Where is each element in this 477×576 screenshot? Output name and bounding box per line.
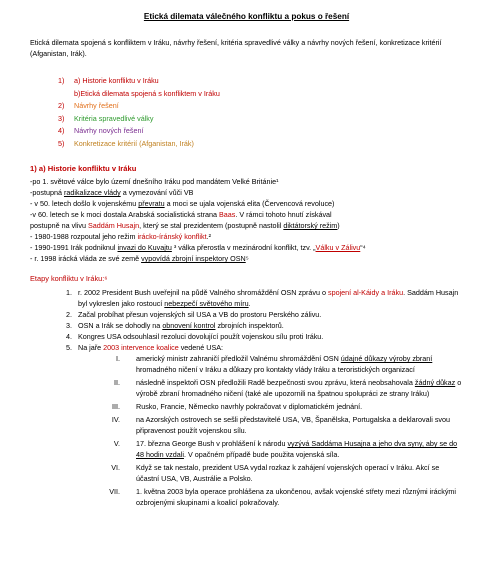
list-item: 1. r. 2002 President Bush uveřejnil na půdě Valného shromáždění OSN zprávu o spojení al-Káidy a Iráku. Saddám Husajn byl vykreslen jako rostoucí nebezpečí světového míru. xyxy=(74,287,463,309)
list-item: V. 17. března George Bush v prohlášení k národu vyzývá Saddáma Husajna a jeho dva syny, aby se do 48 hodin vzdali. V opačném případě bude použita vojenská síla. xyxy=(122,438,463,460)
list-item: VI. Když se tak nestalo, prezident USA vydal rozkaz k zahájení vojenských operací v Iráku. Akcí se účastní USA, VB, Austrálie a Polsko. xyxy=(122,462,463,484)
list-item: IV. na Azorských ostrovech se sešli představitelé USA, VB, Španělska, Portugalska a deklarovali svou připravenost použít vojenskou sílu. xyxy=(122,414,463,436)
history-line: - 1990-1991 Irák podniknul invazi do Kuvajtu ³ válka přerostla v mezinárodní konflikt, tzv. „Válku v Zálivu“⁴ xyxy=(30,243,366,252)
list-item: 5. Na jaře 2003 intervence koalice vedené USA: I. americký ministr zahraničí předložil Valnému shromáždění OSN údajné důkazy výroby zbraní hromadného ničení v Iráku a důkazy pro kontakty vlády Iráku a teroristických organizací II. následně inspektoři OSN předložili Radě bezpečnosti svou zprávu, která neobsahovala žádný důkaz o výrobě zbraní hromadného ničení (také ale upozornili na špatnou spolupráci ze strany Iráku) III. Rusko, Francie, Německo navrhly pokračovat v diplomatickém jednání. IV. na Azorských ostrovech se sešli představitelé USA, VB, Španělska, Portugalska a deklarovali svou připravenost použít vojenskou sílu. V. 17. března George Bush v prohlášení k národu vyzývá Saddáma Husajna a jeho dva syny, aby se do 48 hodin vzdali. V opačném případě bude použita vojenská síla. VI. Když se tak nestalo, prezident USA vydal rozkaz k zahájení vojenských operací v Iráku. Akcí se účastní USA, VB, Austrálie a Polsko. VII. 1. května 2003 byla operace prohlášena za ukončenou, avšak vojenské střety mezi různými iráckými ozbrojenými skupinami a koalicí pokračovaly. xyxy=(74,342,463,508)
history-line: -v 60. letech se k moci dostala Arabská socialistická strana Baas. V rámci tohoto hnutí získával xyxy=(30,210,332,219)
list-item: III. Rusko, Francie, Německo navrhly pokračovat v diplomatickém jednání. xyxy=(122,401,463,412)
section-heading-history: 1) a) Historie konfliktu v Iráku xyxy=(30,164,137,173)
table-of-contents xyxy=(58,75,463,150)
stages-heading: Etapy konfliktu v Iráku:⁶ xyxy=(30,274,108,283)
toc-item: 1) a) Historie konfliktu v Iráku xyxy=(58,76,159,85)
history-line: - v 50. letech došlo k vojenskému převratu a moci se ujala vojenská elita (Červencová revoluce) xyxy=(30,199,335,208)
toc-item: 5) Konkretizace kritérií (Afganistan, Irák) xyxy=(58,138,194,148)
intro-paragraph: Etická dilemata spojená s konfliktem v Iráku, návrhy řešení, kritéria spravedlivé války a návrhy nových řešení, konkretizace kritérií (Afganistan, Irák). xyxy=(30,38,442,58)
toc-item: 2) Návrhy řešení xyxy=(58,101,119,110)
list-item: II. následně inspektoři OSN předložili Radě bezpečnosti svou zprávu, která neobsahovala žádný důkaz o výrobě zbraní hromadného ničení (také ale upozornili na špatnou spolupráci ze strany Iráku) xyxy=(122,377,463,399)
list-item: VII. 1. května 2003 byla operace prohlášena za ukončenou, avšak vojenské střety mezi různými iráckými ozbrojenými skupinami a koalicí pokračovaly. xyxy=(122,486,463,508)
list-item: 2. Začal probíhat přesun vojenských sil USA a VB do prostoru Perského zálivu. xyxy=(74,309,463,320)
toc-item: b)Etická dilemata spojená s konfliktem v Iráku xyxy=(74,88,220,98)
list-item: I. americký ministr zahraničí předložil Valnému shromáždění OSN údajné důkazy výroby zbraní hromadného ničení v Iráku a důkazy pro kontakty vlády Iráku a teroristických organizací xyxy=(122,353,463,375)
toc-item: 3) Kritéria spravedlivé války xyxy=(58,113,154,123)
list-item: 3. OSN a Irák se dohodly na obnovení kontrol zbrojních inspektorů. xyxy=(74,320,463,331)
history-line: - r. 1998 irácká vláda ze své země vypovídá zbrojní inspektory OSN⁵ xyxy=(30,254,249,263)
history-line: -postupná radikalizace vlády a vymezování vůči VB xyxy=(30,188,194,197)
history-line: postupně na vlivu Saddám Husajn, který se stal prezidentem (postupně nastolil diktátorský režim) xyxy=(30,221,340,230)
history-line: -po 1. světové válce bylo území dnešního Iráku pod mandátem Velké Británie¹ xyxy=(30,177,279,186)
stages-list xyxy=(30,287,463,508)
toc-item: 4) Návrhy nových řešení xyxy=(58,126,144,135)
document-title: Etická dilemata válečného konfliktu a pokus o řešení xyxy=(143,12,350,21)
intervention-sublist xyxy=(78,353,463,508)
history-block xyxy=(30,176,463,264)
history-line: - 1980-1988 rozpoutal jeho režim irácko-íránský konflikt.² xyxy=(30,232,211,241)
list-item: 4. Kongres USA odsouhlasil rezoluci dovolující použít vojenskou sílu proti Iráku. xyxy=(74,331,463,342)
